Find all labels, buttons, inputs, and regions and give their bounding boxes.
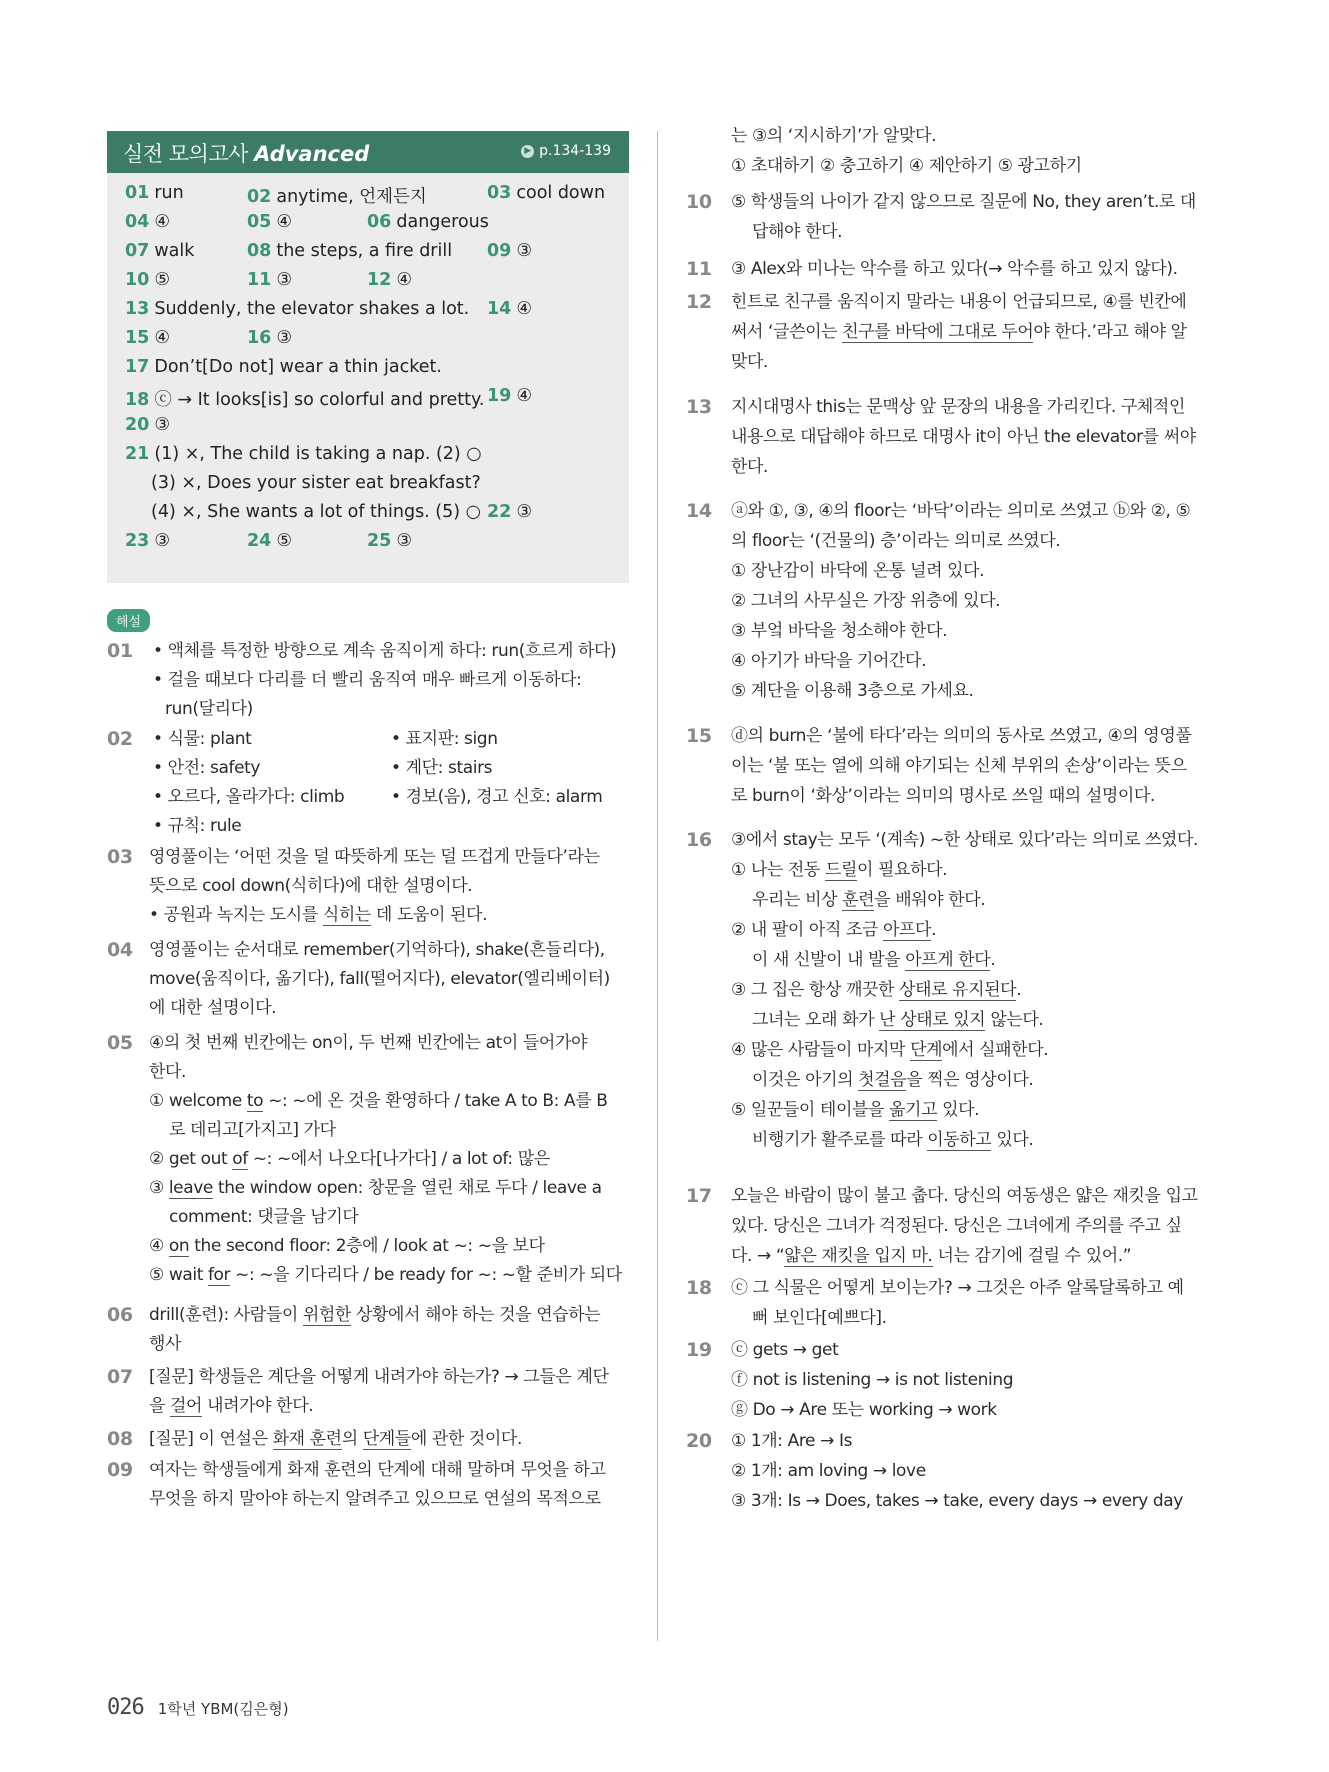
explanation-05: 05 ④의 첫 번째 빈칸에는 on이, 두 번째 빈칸에는 at이 들어가야 한다. ① welcome to ~: ~에 온 것을 환영하다 / take A to B: A를 B 로 데리고[가지고] 가다 ② get out of ~: ~에서 나오다[나가다] / a lot of: 많은 ③ leave the window open: 창문을 열린 채로 두다 / leave a comment: 댓글을 남기다 ④ on the second floor: 2층에 / look at ~: ~을 보다 ⑤ wait for ~: ~을 기다리다 / be ready for ~: ~할 준비가 되다 [107, 1032, 622, 1285]
explanation-08: 08 [질문] 이 연설은 화재 훈련의 단계들에 관한 것이다. [107, 1428, 522, 1450]
page-number: 026 [107, 1695, 144, 1720]
answer-item: 04 ④ [125, 212, 171, 232]
column-divider [657, 131, 658, 1641]
explanation-13: 13 지시대명사 this는 문맥상 앞 문장의 내용을 가리킨다. 구체적인 내용으로 대답해야 하므로 대명사 it이 아닌 the elevator를 써야 한다. [686, 396, 1196, 477]
page-footer [107, 1695, 289, 1720]
answer-item: 10 ⑤ [125, 270, 171, 290]
answer-item: (3) ×, Does your sister eat breakfast? [151, 473, 481, 493]
explanation-10: 10 ⑤ 학생들의 나이가 같지 않으므로 질문에 No, they aren’t.로 대 답해야 한다. [686, 191, 1196, 242]
explanation-01: 01 • 액체를 특정한 방향으로 계속 움직이게 하다: run(흐르게 하다) • 걸을 때보다 다리를 더 빨리 움직여 매우 빠르게 이동하다: run(달리다) [107, 640, 617, 719]
explanation-badge: 해설 [107, 609, 150, 632]
arrow-right-icon: ▶ [521, 145, 534, 158]
page-reference: ▶ p.134-139 [521, 143, 611, 159]
answer-item: 05 ④ [247, 212, 293, 232]
explanation-04: 04 영영풀이는 순서대로 remember(기억하다), shake(흔들리다), move(움직이다, 옮기다), fall(떨어지다), elevator(엘리베이터) 에 대한 설명이다. [107, 939, 610, 1018]
answer-item: 20 ③ [125, 415, 171, 435]
answer-item: 24 ⑤ [247, 531, 293, 551]
answer-item: 23 ③ [125, 531, 171, 551]
answer-item: 21 (1) ×, The child is taking a nap. (2) ○ [125, 444, 482, 464]
answer-item: 15 ④ [125, 328, 171, 348]
answer-item: 17 Don’t[Do not] wear a thin jacket. [125, 357, 442, 377]
answer-item: 16 ③ [247, 328, 293, 348]
explanation-18: 18 ⓒ 그 식물은 어떻게 보이는가? → 그것은 아주 알록달록하고 예 뻐 보인다[예쁘다]. [686, 1277, 1184, 1328]
answer-item: 01 run [125, 183, 184, 203]
answer-item: 13 Suddenly, the elevator shakes a lot. [125, 299, 470, 319]
explanation-17: 17 오늘은 바람이 많이 불고 춥다. 당신의 여동생은 얇은 재킷을 입고 있다. 당신은 그녀가 걱정된다. 당신은 그녀에게 주의를 주고 싶 다. → “얇은 재킷을 입지 마. 너는 감기에 걸릴 수 있어.” [686, 1185, 1198, 1266]
explanation-19: 19 ⓒ gets → get ⓕ not is listening → is not listening ⓖ Do → Are 또는 working → work [686, 1339, 1014, 1420]
advanced-label: Advanced [254, 142, 370, 166]
explanation-15: 15 ⓓ의 burn은 ‘불에 타다’라는 의미의 동사로 쓰였고, ④의 영영풀 이는 ‘불 또는 열에 의해 야기되는 신체 부위의 손상’이라는 뜻으 로 burn이 ‘화상’이라는 의미의 명사로 쓰일 때의 설명이다. [686, 725, 1192, 806]
explanation-12: 12 힌트로 친구를 움직이지 말라는 내용이 언급되므로, ④를 빈칸에 써서 ‘글쓴이는 친구를 바닥에 그대로 두어야 한다.’라고 해야 알 맞다. [686, 291, 1187, 372]
answer-item: 03 cool down [487, 183, 606, 203]
explanation-06: 06 drill(훈련): 사람들이 위험한 상황에서 해야 하는 것을 연습하는 행사 [107, 1304, 601, 1354]
answer-box-header [107, 131, 629, 173]
answer-item: 19 ④ [487, 386, 533, 406]
answer-item: 25 ③ [367, 531, 413, 551]
answer-item: (4) ×, She wants a lot of things. (5) ○ [151, 502, 481, 522]
explanation-02: 02 • 식물: plant • 표지판: sign • 안전: safety • 계단: stairs • 오르다, 올라가다: climb • 경보(음), 경고 신호: alarm • 규칙: rule [107, 728, 603, 836]
answer-item: 22 ③ [487, 502, 533, 522]
explanation-11: 11 ③ Alex와 미나는 악수를 하고 있다(→ 악수를 하고 있지 않다). [686, 258, 1178, 280]
explanation-14: 14 ⓐ와 ①, ③, ④의 floor는 ‘바닥’이라는 의미로 쓰였고 ⓑ와 ②, ⑤ 의 floor는 ‘(건물의) 층’이라는 의미로 쓰였다. ① 장난감이 바닥에 온통 널려 있다. ② 그녀의 사무실은 가장 위층에 있다. ③ 부엌 바닥을 청소해야 한다. ④ 아기가 바닥을 기어간다. ⑤ 계단을 이용해 3층으로 가세요. [686, 500, 1191, 701]
answer-item: 02 anytime, 언제든지 [247, 187, 427, 207]
explanation-07: 07 [질문] 학생들은 계단을 어떻게 내려가야 하는가? → 그들은 계단 을 걸어 내려가야 한다. [107, 1366, 609, 1416]
answer-item: 09 ③ [487, 241, 533, 261]
explanation-09-cont: 는 ③의 ‘지시하기’가 알맞다. ① 초대하기 ② 충고하기 ④ 제안하기 ⑤ 광고하기 [731, 126, 1082, 176]
explanation-20: 20 ① 1개: Are → Is ② 1개: am loving → love ③ 3개: Is → Does, takes → take, every days → every day [686, 1430, 1183, 1511]
answer-list [107, 173, 629, 583]
answer-item: 07 walk [125, 241, 195, 261]
answer-item: 11 ③ [247, 270, 293, 290]
answer-item: 12 ④ [367, 270, 413, 290]
answer-item: 06 dangerous [367, 212, 489, 232]
book-title: 1학년 YBM(김은형) [157, 1700, 289, 1718]
left-column [107, 131, 629, 1509]
answer-item: 18 ⓒ → It looks[is] so colorful and pretty. [125, 390, 485, 410]
answer-item: 08 the steps, a fire drill [247, 241, 453, 261]
explanation-16: 16 ③에서 stay는 모두 ‘(계속) ~한 상태로 있다’라는 의미로 쓰였다. ① 나는 전동 드릴이 필요하다. 우리는 비상 훈련을 배워야 한다. ② 내 팔이 아직 조금 아프다. 이 새 신발이 내 발을 아프게 한다. ③ 그 집은 항상 깨끗한 상태로 유지된다. 그녀는 오래 화가 난 상태로 있지 않는다. ④ 많은 사람들이 마지막 단계에서 실패한다. 이것은 아기의 첫걸음을 찍은 영상이다. ⑤ 일꾼들이 테이블을 옮기고 있다. 비행기가 활주로를 따라 이동하고 있다. [686, 829, 1199, 1150]
answer-item: 14 ④ [487, 299, 533, 319]
explanation-09: 09 여자는 학생들에게 화재 훈련의 단계에 대해 말하며 무엇을 하고 무엇을 하지 말아야 하는지 알려주고 있으므로 연설의 목적으로 [107, 1459, 606, 1509]
answer-box [107, 131, 629, 583]
explanation-03: 03 영영풀이는 ‘어떤 것을 덜 따뜻하게 또는 덜 뜨겁게 만들다’라는 뜻으로 cool down(식히다)에 대한 설명이다. • 공원과 녹지는 도시를 식히는 데 도움이 된다. [107, 846, 600, 925]
answer-box-title: 실전 모의고사 Advanced [123, 142, 370, 166]
